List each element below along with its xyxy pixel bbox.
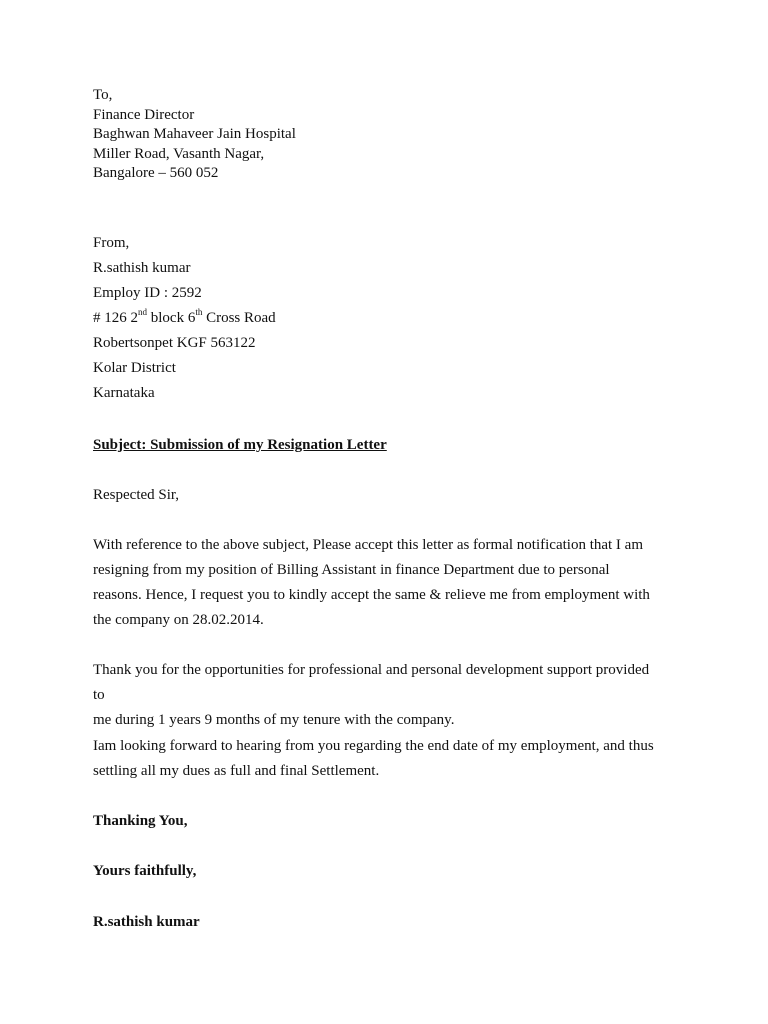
subject-line: Subject: Submission of my Resignation Letter [93, 437, 387, 453]
paragraph1-line: resigning from my position of Billing Assistant in finance Department due to personal [93, 562, 610, 578]
ordinal-suffix: th [195, 307, 203, 317]
from-salutation: From, [93, 235, 130, 251]
recipient-city: Bangalore – 560 052 [93, 165, 219, 181]
paragraph1-line: the company on 28.02.2014. [93, 612, 264, 628]
sender-address-line4: Karnataka [93, 385, 155, 401]
sender-employee-id: Employ ID : 2592 [93, 285, 202, 301]
sender-address-line2: Robertsonpet KGF 563122 [93, 335, 256, 351]
closing-yours: Yours faithfully, [93, 863, 197, 879]
recipient-street: Miller Road, Vasanth Nagar, [93, 146, 265, 162]
signature-name: R.sathish kumar [93, 914, 200, 930]
address-part: block 6 [147, 310, 196, 326]
sender-address-line3: Kolar District [93, 360, 176, 376]
sender-address-line1 [93, 309, 276, 327]
paragraph2-line: Iam looking forward to hearing from you regarding the end date of my employment, and thus [93, 738, 654, 754]
recipient-organization: Baghwan Mahaveer Jain Hospital [93, 126, 296, 142]
paragraph2-line: to [93, 687, 105, 703]
paragraph2-line: me during 1 years 9 months of my tenure with the company. [93, 712, 455, 728]
address-part: # 126 2 [93, 310, 138, 326]
paragraph1-line: reasons. Hence, I request you to kindly accept the same & relieve me from employment with [93, 587, 650, 603]
closing-thanks: Thanking You, [93, 813, 188, 829]
paragraph1-line: With reference to the above subject, Please accept this letter as formal notification that I am [93, 537, 644, 553]
recipient-title: Finance Director [93, 107, 195, 123]
greeting: Respected Sir, [93, 487, 180, 503]
sender-name: R.sathish kumar [93, 260, 191, 276]
ordinal-suffix: nd [138, 307, 147, 317]
paragraph2-line: Thank you for the opportunities for professional and personal development support provided [93, 662, 650, 678]
address-part: Cross Road [202, 310, 276, 326]
to-salutation: To, [93, 87, 113, 103]
paragraph2-line: settling all my dues as full and final Settlement. [93, 763, 380, 779]
